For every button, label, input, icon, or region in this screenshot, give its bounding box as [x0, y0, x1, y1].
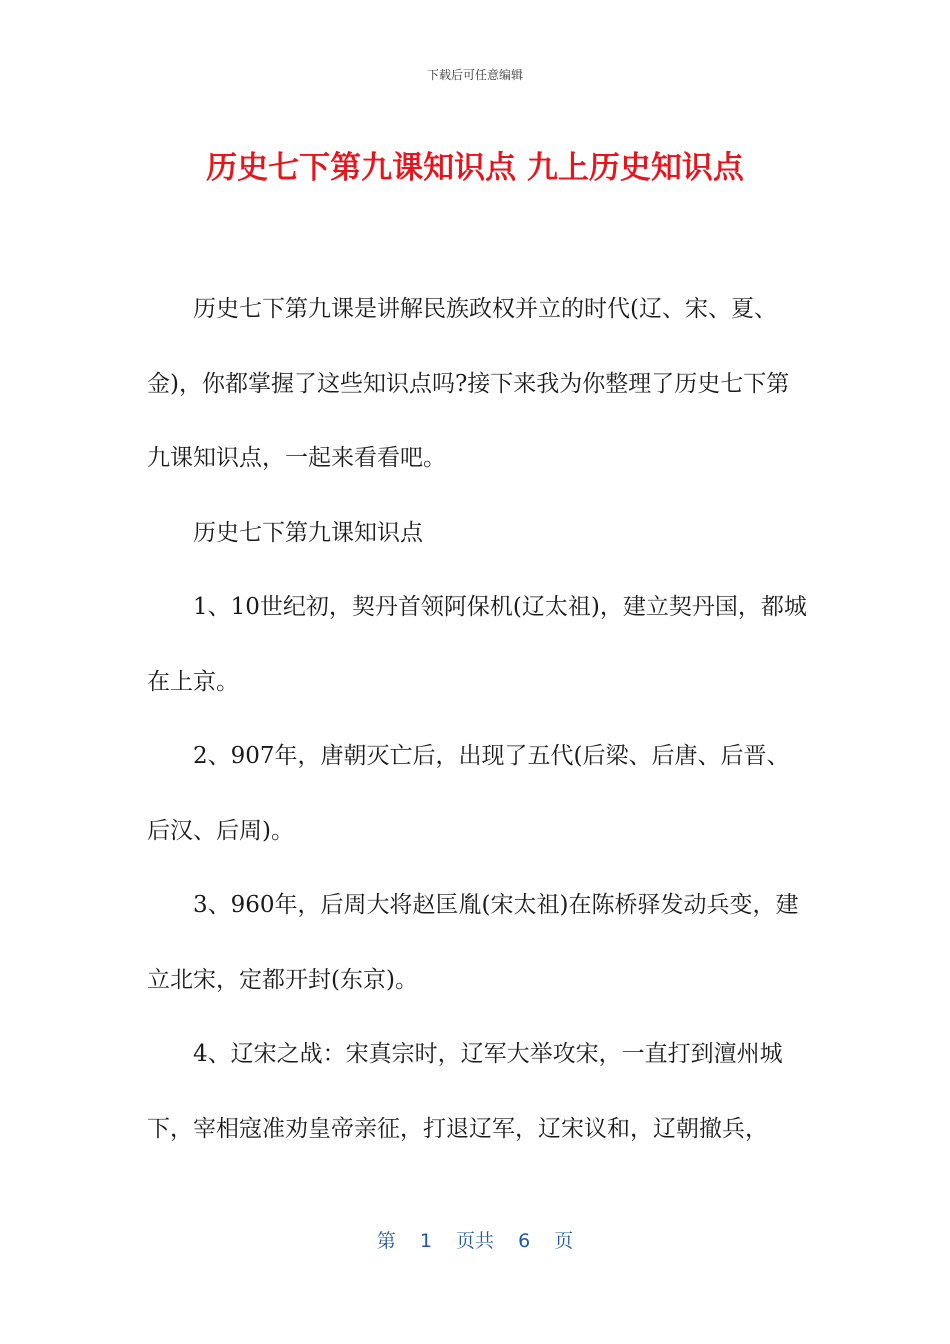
- header-note: 下载后可任意编辑: [426, 68, 523, 82]
- page-number-label: 第 1 页共 6 页: [376, 1230, 574, 1252]
- paragraph-point-2: 2、907年，唐朝灭亡后，出现了五代(后梁、后唐、后晋、后汉、后周)。: [147, 743, 790, 844]
- paragraph-point-1: 1、10世纪初，契丹首领阿保机(辽太祖)，建立契丹国，都城在上京。: [147, 594, 807, 695]
- paragraph-point-3: 3、960年，后周大将赵匡胤(宋太祖)在陈桥驿发动兵变，建立北宋，定都开封(东京)。: [147, 892, 799, 993]
- page-title: 历史七下第九课知识点 九上历史知识点: [206, 150, 744, 186]
- page-footer: [0, 1226, 950, 1253]
- paragraph-intro: 历史七下第九课是讲解民族政权并立的时代(辽、宋、夏、金)，你都掌握了这些知识点吗?接下来我为你整理了历史七下第九课知识点，一起来看看吧。: [147, 296, 790, 471]
- document-body: [147, 272, 807, 1166]
- paragraph-section-heading: 历史七下第九课知识点: [193, 519, 423, 546]
- paragraph-point-4: 4、辽宋之战：宋真宗时，辽军大举攻宋，一直打到澶州城下，宰相寇准劝皇帝亲征，打退辽军，辽宋议和，辽朝撤兵，: [147, 1041, 783, 1142]
